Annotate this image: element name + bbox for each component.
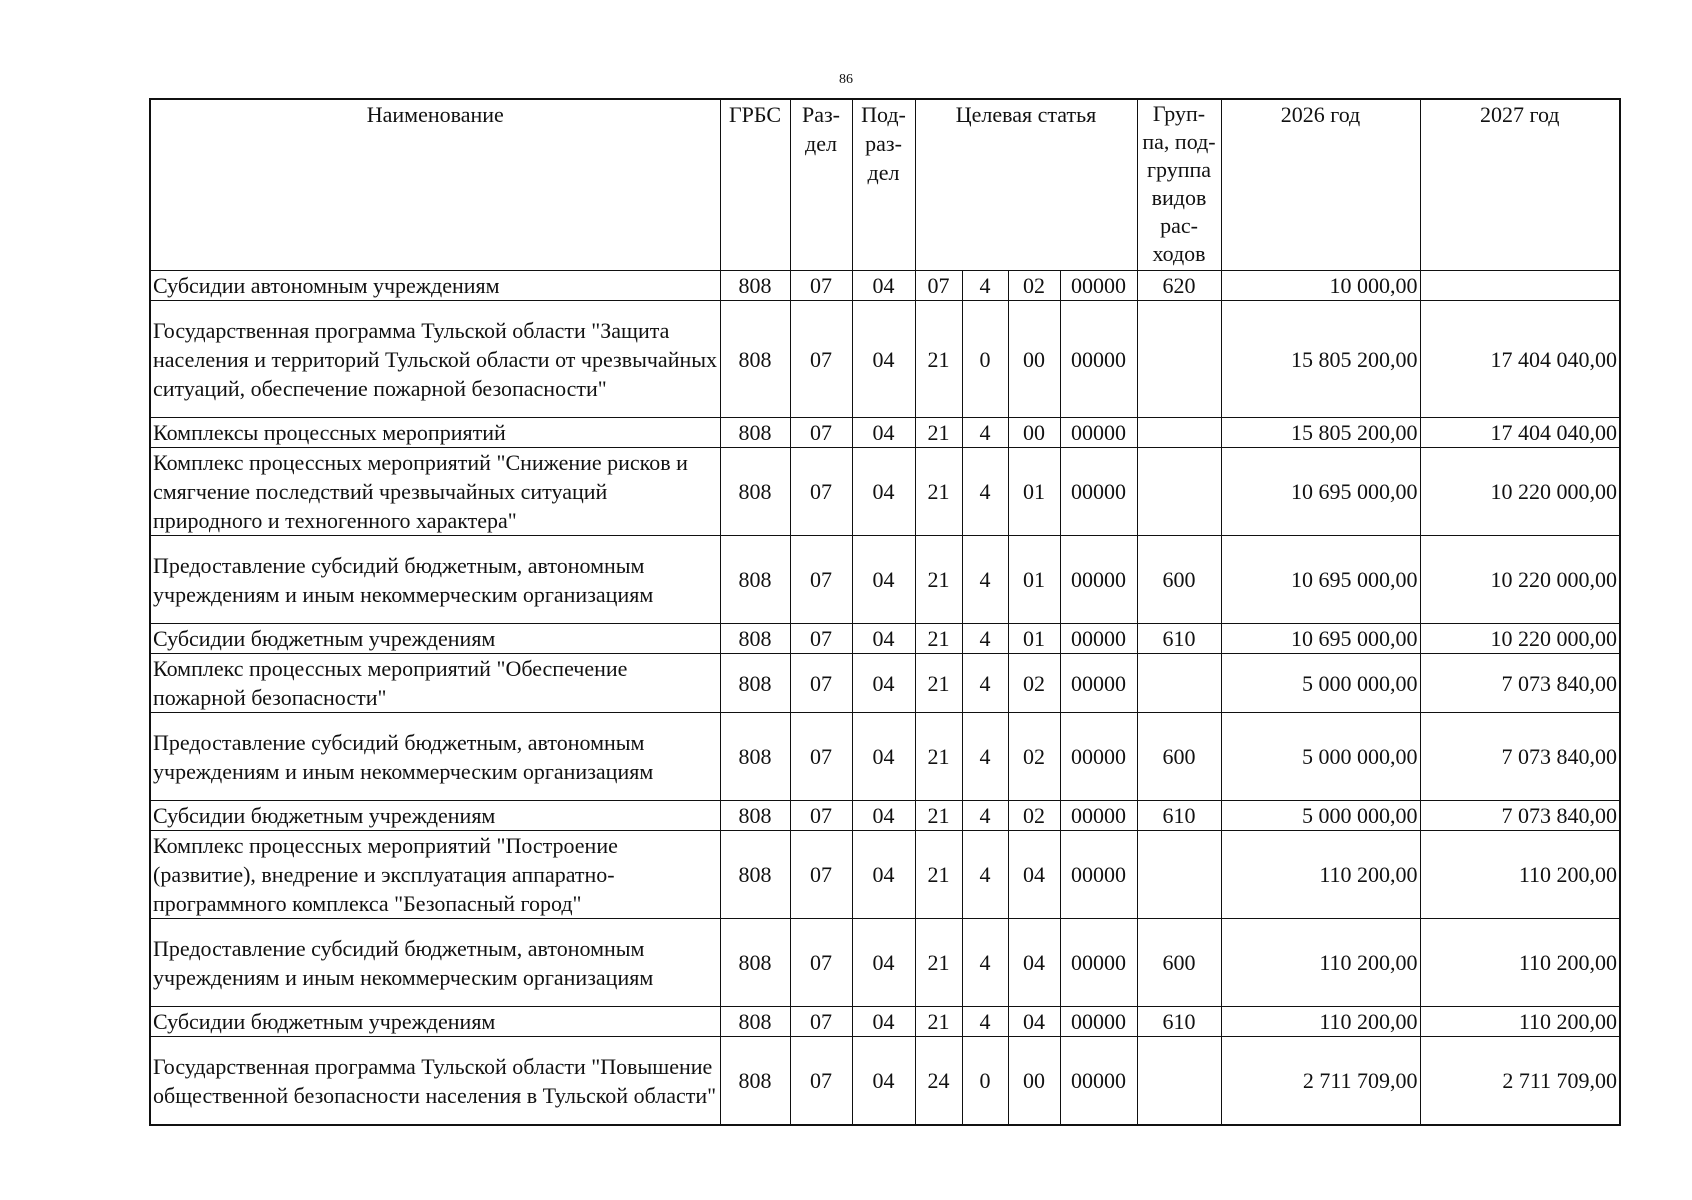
target-direction-code: 00000: [1060, 919, 1137, 1007]
grbs-code: 808: [720, 418, 790, 448]
target-subprogram-code: 04: [1008, 831, 1060, 919]
amount-2026: 10 695 000,00: [1221, 624, 1420, 654]
target-type-code: 4: [962, 1007, 1008, 1037]
target-direction-code: 00000: [1060, 301, 1137, 418]
target-program-code: 21: [915, 654, 962, 713]
expense-type-code: 610: [1137, 624, 1221, 654]
table-row: [150, 831, 1620, 919]
podrazdel-code: 04: [852, 831, 915, 919]
header-grbs: ГРБС: [720, 99, 790, 271]
target-subprogram-code: 02: [1008, 713, 1060, 801]
target-direction-code: 00000: [1060, 418, 1137, 448]
row-name: Государственная программа Тульской области "Повышение общественной безопасности населения в Тульской области": [150, 1037, 720, 1126]
target-subprogram-code: 02: [1008, 654, 1060, 713]
podrazdel-code: 04: [852, 448, 915, 536]
expense-type-code: [1137, 654, 1221, 713]
razdel-code: 07: [790, 831, 852, 919]
podrazdel-code: 04: [852, 1007, 915, 1037]
amount-2026: 5 000 000,00: [1221, 654, 1420, 713]
row-name: Субсидии бюджетным учреждениям: [150, 801, 720, 831]
amount-2026: 5 000 000,00: [1221, 801, 1420, 831]
page-number: 86: [839, 72, 853, 87]
table-row: [150, 1037, 1620, 1126]
target-subprogram-code: 02: [1008, 801, 1060, 831]
amount-2027: 10 220 000,00: [1420, 448, 1620, 536]
target-subprogram-code: 04: [1008, 919, 1060, 1007]
amount-2027: 110 200,00: [1420, 919, 1620, 1007]
table-row: [150, 448, 1620, 536]
row-name: Предоставление субсидий бюджетным, автономным учреждениям и иным некоммерческим организациям: [150, 713, 720, 801]
target-direction-code: 00000: [1060, 624, 1137, 654]
amount-2027: 110 200,00: [1420, 831, 1620, 919]
amount-2026: 110 200,00: [1221, 919, 1420, 1007]
target-type-code: 4: [962, 271, 1008, 301]
target-subprogram-code: 00: [1008, 1037, 1060, 1126]
row-name: Субсидии бюджетным учреждениям: [150, 1007, 720, 1037]
target-type-code: 4: [962, 919, 1008, 1007]
grbs-code: 808: [720, 448, 790, 536]
row-name: Комплекс процессных мероприятий "Обеспечение пожарной безопасности": [150, 654, 720, 713]
amount-2027: 17 404 040,00: [1420, 418, 1620, 448]
podrazdel-code: 04: [852, 536, 915, 624]
amount-2026: 2 711 709,00: [1221, 1037, 1420, 1126]
header-name: Наименование: [150, 99, 720, 271]
amount-2027: 2 711 709,00: [1420, 1037, 1620, 1126]
target-program-code: 07: [915, 271, 962, 301]
target-direction-code: 00000: [1060, 801, 1137, 831]
expense-type-code: [1137, 1037, 1221, 1126]
target-type-code: 4: [962, 654, 1008, 713]
razdel-code: 07: [790, 801, 852, 831]
podrazdel-code: 04: [852, 624, 915, 654]
amount-2026: 10 695 000,00: [1221, 536, 1420, 624]
expense-type-code: [1137, 831, 1221, 919]
grbs-code: 808: [720, 536, 790, 624]
table-row: [150, 713, 1620, 801]
grbs-code: 808: [720, 624, 790, 654]
amount-2026: 10 695 000,00: [1221, 448, 1420, 536]
amount-2027: 7 073 840,00: [1420, 654, 1620, 713]
target-direction-code: 00000: [1060, 654, 1137, 713]
razdel-code: 07: [790, 418, 852, 448]
razdel-code: 07: [790, 624, 852, 654]
expense-type-code: 600: [1137, 919, 1221, 1007]
amount-2027: 110 200,00: [1420, 1007, 1620, 1037]
target-program-code: 21: [915, 1007, 962, 1037]
table-body: [150, 271, 1620, 1126]
target-program-code: 21: [915, 713, 962, 801]
target-subprogram-code: 00: [1008, 418, 1060, 448]
target-type-code: 4: [962, 536, 1008, 624]
razdel-code: 07: [790, 1007, 852, 1037]
target-direction-code: 00000: [1060, 831, 1137, 919]
razdel-code: 07: [790, 654, 852, 713]
grbs-code: 808: [720, 1037, 790, 1126]
podrazdel-code: 04: [852, 654, 915, 713]
header-razdel: Раз- дел: [790, 99, 852, 271]
expense-type-code: 610: [1137, 801, 1221, 831]
amount-2027: [1420, 271, 1620, 301]
expense-type-code: [1137, 301, 1221, 418]
grbs-code: 808: [720, 713, 790, 801]
grbs-code: 808: [720, 654, 790, 713]
expense-type-code: [1137, 418, 1221, 448]
podrazdel-code: 04: [852, 713, 915, 801]
row-name: Комплекс процессных мероприятий "Построение (развитие), внедрение и эксплуатация аппаратно-программного комплекса "Безопасный город": [150, 831, 720, 919]
target-program-code: 24: [915, 1037, 962, 1126]
header-expense-type: Груп- па, под- группа видов рас- ходов: [1137, 99, 1221, 271]
target-type-code: 4: [962, 448, 1008, 536]
target-program-code: 21: [915, 831, 962, 919]
table-header-row: [150, 99, 1620, 271]
grbs-code: 808: [720, 831, 790, 919]
podrazdel-code: 04: [852, 301, 915, 418]
grbs-code: 808: [720, 271, 790, 301]
target-subprogram-code: 04: [1008, 1007, 1060, 1037]
target-program-code: 21: [915, 624, 962, 654]
expense-type-code: 600: [1137, 536, 1221, 624]
amount-2027: 7 073 840,00: [1420, 713, 1620, 801]
target-subprogram-code: 01: [1008, 536, 1060, 624]
amount-2026: 15 805 200,00: [1221, 301, 1420, 418]
razdel-code: 07: [790, 271, 852, 301]
amount-2026: 15 805 200,00: [1221, 418, 1420, 448]
grbs-code: 808: [720, 801, 790, 831]
target-type-code: 4: [962, 801, 1008, 831]
target-direction-code: 00000: [1060, 448, 1137, 536]
expense-type-code: 600: [1137, 713, 1221, 801]
table-row: [150, 624, 1620, 654]
header-target-article: Целевая статья: [915, 99, 1137, 271]
amount-2026: 5 000 000,00: [1221, 713, 1420, 801]
target-subprogram-code: 01: [1008, 448, 1060, 536]
header-podrazdel: Под- раз- дел: [852, 99, 915, 271]
target-direction-code: 00000: [1060, 1037, 1137, 1126]
target-subprogram-code: 00: [1008, 301, 1060, 418]
table-row: [150, 919, 1620, 1007]
amount-2027: 17 404 040,00: [1420, 301, 1620, 418]
podrazdel-code: 04: [852, 1037, 915, 1126]
amount-2027: 10 220 000,00: [1420, 624, 1620, 654]
header-year-2026: 2026 год: [1221, 99, 1420, 271]
razdel-code: 07: [790, 536, 852, 624]
amount-2026: 110 200,00: [1221, 831, 1420, 919]
target-type-code: 0: [962, 1037, 1008, 1126]
amount-2027: 7 073 840,00: [1420, 801, 1620, 831]
table-row: [150, 654, 1620, 713]
amount-2026: 10 000,00: [1221, 271, 1420, 301]
grbs-code: 808: [720, 1007, 790, 1037]
razdel-code: 07: [790, 713, 852, 801]
amount-2027: 10 220 000,00: [1420, 536, 1620, 624]
row-name: Комплекс процессных мероприятий "Снижение рисков и смягчение последствий чрезвычайных ситуаций природного и техногенного характера": [150, 448, 720, 536]
razdel-code: 07: [790, 448, 852, 536]
podrazdel-code: 04: [852, 418, 915, 448]
budget-table: [149, 98, 1621, 1126]
table-row: [150, 1007, 1620, 1037]
target-type-code: 4: [962, 418, 1008, 448]
razdel-code: 07: [790, 1037, 852, 1126]
podrazdel-code: 04: [852, 801, 915, 831]
target-program-code: 21: [915, 448, 962, 536]
target-subprogram-code: 01: [1008, 624, 1060, 654]
target-program-code: 21: [915, 418, 962, 448]
amount-2026: 110 200,00: [1221, 1007, 1420, 1037]
table-row: [150, 536, 1620, 624]
target-subprogram-code: 02: [1008, 271, 1060, 301]
header-year-2027: 2027 год: [1420, 99, 1620, 271]
podrazdel-code: 04: [852, 919, 915, 1007]
expense-type-code: 610: [1137, 1007, 1221, 1037]
target-direction-code: 00000: [1060, 271, 1137, 301]
row-name: Субсидии бюджетным учреждениям: [150, 624, 720, 654]
row-name: Государственная программа Тульской области "Защита населения и территорий Тульской области от чрезвычайных ситуаций, обеспечение пожарной безопасности": [150, 301, 720, 418]
grbs-code: 808: [720, 919, 790, 1007]
target-program-code: 21: [915, 919, 962, 1007]
target-program-code: 21: [915, 801, 962, 831]
table-row: [150, 418, 1620, 448]
row-name: Комплексы процессных мероприятий: [150, 418, 720, 448]
target-program-code: 21: [915, 301, 962, 418]
row-name: Субсидии автономным учреждениям: [150, 271, 720, 301]
row-name: Предоставление субсидий бюджетным, автономным учреждениям и иным некоммерческим организациям: [150, 919, 720, 1007]
target-direction-code: 00000: [1060, 713, 1137, 801]
expense-type-code: 620: [1137, 271, 1221, 301]
target-program-code: 21: [915, 536, 962, 624]
table-row: [150, 801, 1620, 831]
target-direction-code: 00000: [1060, 536, 1137, 624]
row-name: Предоставление субсидий бюджетным, автономным учреждениям и иным некоммерческим организациям: [150, 536, 720, 624]
razdel-code: 07: [790, 301, 852, 418]
table-row: [150, 271, 1620, 301]
podrazdel-code: 04: [852, 271, 915, 301]
target-type-code: 4: [962, 624, 1008, 654]
target-type-code: 4: [962, 713, 1008, 801]
razdel-code: 07: [790, 919, 852, 1007]
expense-type-code: [1137, 448, 1221, 536]
grbs-code: 808: [720, 301, 790, 418]
target-type-code: 4: [962, 831, 1008, 919]
target-type-code: 0: [962, 301, 1008, 418]
table-row: [150, 301, 1620, 418]
target-direction-code: 00000: [1060, 1007, 1137, 1037]
